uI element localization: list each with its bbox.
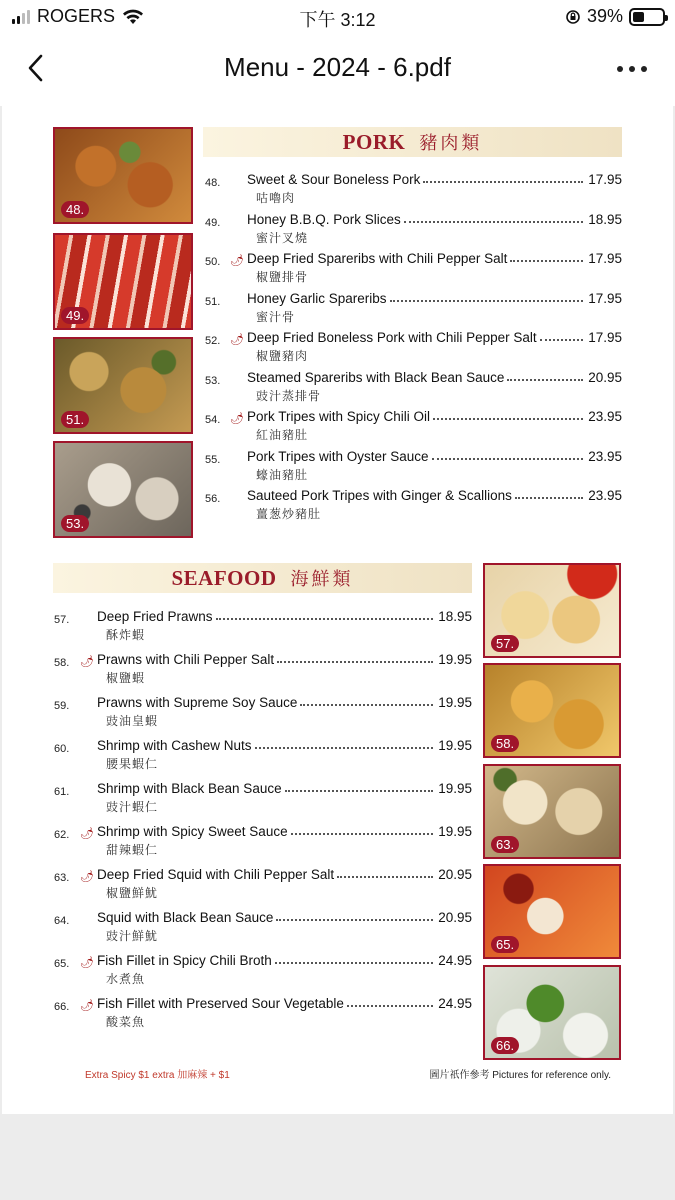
clock: 下午 3:12 bbox=[299, 10, 376, 30]
item-price: 19.95 bbox=[438, 781, 472, 796]
menu-item bbox=[205, 488, 622, 526]
food-photo bbox=[483, 965, 621, 1060]
photo-number: 58. bbox=[491, 735, 519, 752]
item-price: 23.95 bbox=[588, 488, 622, 503]
menu-item bbox=[205, 291, 622, 329]
dot-leader bbox=[276, 919, 433, 921]
item-line bbox=[97, 781, 472, 796]
menu-item bbox=[54, 910, 472, 948]
item-price: 20.95 bbox=[588, 369, 622, 385]
chili-pepper-icon: 🌶 bbox=[80, 656, 94, 668]
chili-pepper-icon: 🌶 bbox=[230, 413, 244, 425]
item-name: Pork Tripes with Spicy Chili Oil bbox=[247, 409, 431, 424]
item-number: 60. bbox=[54, 743, 70, 755]
item-price: 20.95 bbox=[438, 910, 472, 925]
item-number: 55. bbox=[205, 453, 221, 466]
menu-item bbox=[54, 781, 472, 819]
item-name: Deep Fried Squid with Chili Pepper Salt bbox=[97, 867, 335, 882]
rotation-lock-icon bbox=[565, 9, 581, 25]
pork-section-header bbox=[203, 127, 622, 157]
dot-leader bbox=[540, 339, 584, 341]
item-line bbox=[97, 910, 472, 925]
dot-leader bbox=[433, 418, 583, 420]
carrier-label: ROGERS bbox=[37, 6, 116, 26]
item-price: 17.95 bbox=[588, 251, 622, 266]
battery-percent: 39% bbox=[586, 6, 623, 26]
item-price: 19.95 bbox=[438, 738, 472, 753]
item-number: 62. bbox=[54, 829, 70, 841]
dot-leader bbox=[515, 497, 583, 499]
dot-leader bbox=[347, 1005, 433, 1007]
item-name: Honey B.B.Q. Pork Slices bbox=[247, 211, 401, 227]
item-name-zh: 酥炸蝦 bbox=[106, 628, 146, 642]
chili-pepper-icon: 🌶 bbox=[230, 255, 244, 267]
item-number: 65. bbox=[54, 958, 70, 970]
item-line bbox=[247, 212, 622, 227]
item-name: Shrimp with Spicy Sweet Sauce bbox=[97, 824, 288, 839]
dot-leader bbox=[423, 181, 583, 183]
menu-item bbox=[205, 409, 622, 447]
dot-leader bbox=[285, 790, 434, 792]
item-line bbox=[247, 449, 622, 464]
seafood-section-header bbox=[53, 563, 472, 593]
item-name: Honey Garlic Spareribs bbox=[247, 290, 387, 306]
item-name-zh: 紅油豬肚 bbox=[256, 428, 309, 442]
dot-leader bbox=[277, 661, 433, 663]
chili-pepper-icon: 🌶 bbox=[80, 957, 94, 969]
photo-number: 53. bbox=[61, 515, 89, 532]
menu-item bbox=[54, 824, 472, 862]
item-name-zh: 豉汁鮮魷 bbox=[106, 929, 159, 943]
item-name-zh: 蠔油豬肚 bbox=[256, 467, 309, 482]
reference-note: 圖片祇作參考 Pictures for reference only. bbox=[429, 1070, 611, 1081]
item-name-zh: 甜辣蝦仁 bbox=[106, 843, 159, 857]
section-title-zh: 海鮮類 bbox=[290, 569, 354, 589]
item-name-zh: 薑葱炒豬肚 bbox=[256, 507, 322, 521]
dot-leader bbox=[275, 962, 433, 964]
item-name: Deep Fried Spareribs with Chili Pepper Salt bbox=[247, 251, 508, 266]
item-name: Steamed Spareribs with Black Bean Sauce bbox=[247, 369, 505, 385]
item-name-zh: 豉油皇蝦 bbox=[106, 714, 159, 728]
item-name-zh: 豉汁蒸排骨 bbox=[256, 388, 322, 403]
item-number: 63. bbox=[54, 872, 70, 884]
item-number: 58. bbox=[54, 657, 70, 669]
dot-leader bbox=[510, 260, 583, 262]
dot-leader bbox=[337, 876, 433, 878]
menu-item bbox=[205, 212, 622, 250]
menu-item bbox=[54, 652, 472, 690]
item-line bbox=[97, 824, 472, 839]
item-number: 48. bbox=[205, 177, 221, 189]
item-number: 64. bbox=[54, 915, 70, 927]
item-line bbox=[97, 996, 472, 1011]
document-title: Menu - 2024 - 6.pdf bbox=[224, 52, 451, 82]
item-name-zh: 蜜汁叉燒 bbox=[256, 230, 309, 245]
item-name: Sweet & Sour Boneless Pork bbox=[247, 172, 421, 187]
item-name: Deep Fried Prawns bbox=[97, 609, 213, 624]
item-number: 51. bbox=[205, 295, 221, 308]
item-number: 50. bbox=[205, 256, 221, 268]
item-name-zh: 椒鹽鮮魷 bbox=[106, 886, 159, 900]
photo-number: 51. bbox=[61, 411, 89, 428]
photo-number: 49. bbox=[61, 307, 89, 324]
item-price: 24.95 bbox=[438, 953, 472, 968]
item-name-zh: 酸菜魚 bbox=[106, 1015, 146, 1029]
menu-item bbox=[54, 738, 472, 776]
item-name-zh: 椒鹽排骨 bbox=[256, 270, 309, 284]
extra-spicy-note: Extra Spicy $1 extra 加麻辣 + $1 bbox=[85, 1070, 230, 1081]
food-photo bbox=[53, 127, 193, 224]
dot-leader bbox=[507, 379, 583, 381]
item-name-zh: 水煮魚 bbox=[106, 972, 146, 986]
item-line bbox=[247, 409, 622, 424]
menu-item bbox=[54, 695, 472, 733]
menu-item bbox=[205, 449, 622, 487]
item-number: 61. bbox=[54, 786, 70, 798]
item-name-zh: 椒鹽豬肉 bbox=[256, 349, 309, 363]
photo-number: 66. bbox=[491, 1037, 519, 1054]
item-number: 54. bbox=[205, 414, 221, 426]
food-photo bbox=[53, 337, 193, 434]
menu-item bbox=[54, 867, 472, 905]
item-name: Fish Fillet in Spicy Chili Broth bbox=[97, 953, 272, 968]
item-price: 18.95 bbox=[588, 211, 622, 227]
item-name: Deep Fried Boneless Pork with Chili Pepper Salt bbox=[247, 330, 537, 345]
item-name: Prawns with Supreme Soy Sauce bbox=[97, 695, 298, 710]
food-photo bbox=[483, 864, 621, 959]
photo-number: 63. bbox=[491, 836, 519, 853]
item-number: 66. bbox=[54, 1001, 70, 1013]
item-price: 20.95 bbox=[438, 867, 472, 882]
photo-number: 65. bbox=[491, 936, 519, 953]
menu-item bbox=[205, 370, 622, 408]
item-number: 53. bbox=[205, 374, 221, 387]
pdf-page bbox=[2, 104, 673, 1114]
menu-item bbox=[205, 172, 622, 210]
item-price: 19.95 bbox=[438, 824, 472, 839]
item-price: 23.95 bbox=[588, 409, 622, 424]
item-line bbox=[97, 953, 472, 968]
menu-item bbox=[54, 609, 472, 647]
food-photo bbox=[483, 563, 621, 658]
menu-item bbox=[54, 953, 472, 991]
dot-leader bbox=[404, 221, 583, 223]
dot-leader bbox=[216, 618, 434, 620]
photo-number: 48. bbox=[61, 201, 89, 218]
item-name-zh: 咕嚕肉 bbox=[256, 191, 296, 205]
item-line bbox=[247, 291, 622, 306]
item-line bbox=[247, 172, 622, 187]
item-name-zh: 椒鹽蝦 bbox=[106, 671, 146, 685]
dot-leader bbox=[300, 704, 433, 706]
item-number: 52. bbox=[205, 335, 221, 347]
food-photo bbox=[483, 764, 621, 859]
food-photo bbox=[53, 441, 193, 538]
dot-leader bbox=[255, 747, 434, 749]
status-right bbox=[565, 6, 665, 27]
item-line bbox=[247, 488, 622, 503]
dot-leader bbox=[432, 458, 584, 460]
item-line bbox=[247, 251, 622, 266]
section-title-zh: 豬肉類 bbox=[419, 133, 483, 153]
item-name-zh: 蜜汁骨 bbox=[256, 309, 296, 324]
item-name: Pork Tripes with Oyster Sauce bbox=[247, 448, 429, 464]
item-name: Squid with Black Bean Sauce bbox=[97, 910, 274, 925]
status-bar bbox=[0, 0, 675, 36]
item-price: 24.95 bbox=[438, 996, 472, 1011]
item-line bbox=[97, 652, 472, 667]
food-photo bbox=[53, 233, 193, 330]
menu-item bbox=[54, 996, 472, 1034]
section-title-en: SEAFOOD bbox=[171, 565, 277, 590]
item-price: 19.95 bbox=[438, 652, 472, 667]
chili-pepper-icon: 🌶 bbox=[80, 828, 94, 840]
item-price: 19.95 bbox=[438, 695, 472, 710]
item-name: Fish Fillet with Preserved Sour Vegetable bbox=[97, 996, 344, 1011]
item-number: 56. bbox=[205, 493, 221, 505]
more-options-button[interactable] bbox=[617, 66, 647, 72]
section-title-en: PORK bbox=[342, 129, 406, 154]
item-name: Shrimp with Black Bean Sauce bbox=[97, 781, 282, 796]
item-line bbox=[97, 695, 472, 710]
item-number: 59. bbox=[54, 700, 70, 712]
menu-item bbox=[205, 330, 622, 368]
dot-leader bbox=[390, 300, 584, 302]
photo-number: 57. bbox=[491, 635, 519, 652]
item-line bbox=[247, 370, 622, 385]
battery-icon bbox=[629, 8, 665, 26]
item-price: 17.95 bbox=[588, 172, 622, 187]
chili-pepper-icon: 🌶 bbox=[80, 871, 94, 883]
chili-pepper-icon: 🌶 bbox=[80, 1000, 94, 1012]
dot-leader bbox=[291, 833, 434, 835]
item-price: 17.95 bbox=[588, 330, 622, 345]
menu-item bbox=[205, 251, 622, 289]
item-name: Shrimp with Cashew Nuts bbox=[97, 738, 252, 753]
item-line bbox=[97, 867, 472, 882]
item-line bbox=[247, 330, 622, 345]
chili-pepper-icon: 🌶 bbox=[230, 334, 244, 346]
item-number: 49. bbox=[205, 216, 221, 229]
nav-bar bbox=[0, 36, 675, 106]
food-photo bbox=[483, 663, 621, 758]
item-line bbox=[97, 738, 472, 753]
item-name-zh: 豉汁蝦仁 bbox=[106, 800, 159, 814]
item-name-zh: 腰果蝦仁 bbox=[106, 757, 159, 771]
item-name: Sauteed Pork Tripes with Ginger & Scallions bbox=[247, 488, 512, 503]
item-price: 17.95 bbox=[588, 290, 622, 306]
item-price: 18.95 bbox=[438, 609, 472, 624]
item-number: 57. bbox=[54, 614, 70, 626]
item-name: Prawns with Chili Pepper Salt bbox=[97, 652, 275, 667]
item-line bbox=[97, 609, 472, 624]
item-price: 23.95 bbox=[588, 448, 622, 464]
